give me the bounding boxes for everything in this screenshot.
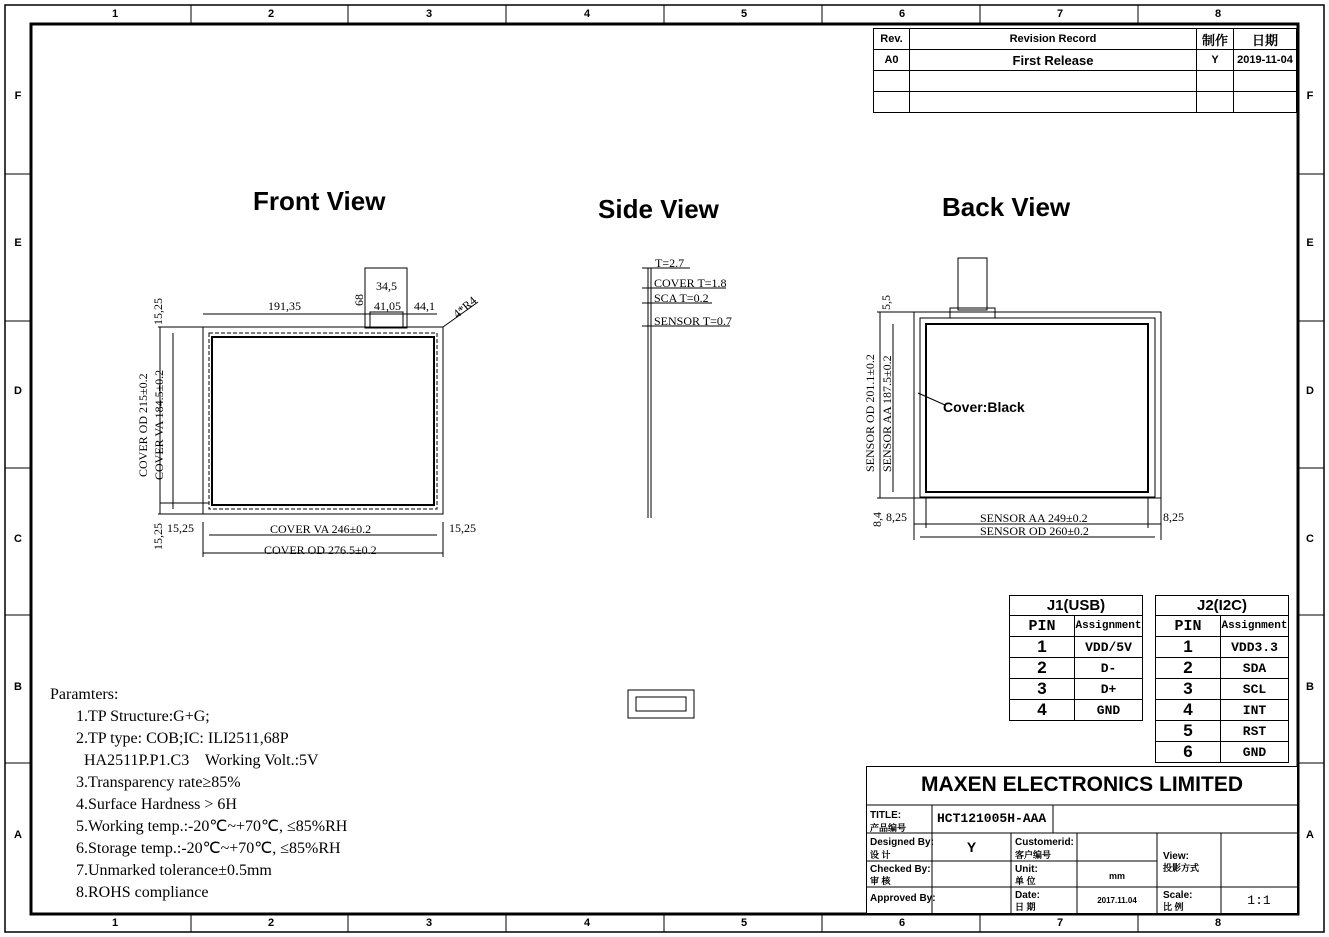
tb-part-number: HCT121005H-AAA [937, 811, 1047, 826]
rev-empty-cell [874, 92, 910, 113]
params-heading: Paramters: [50, 686, 119, 703]
tb-view-label: View: [1163, 851, 1189, 862]
rev-cell-rev: A0 [874, 50, 910, 71]
row-label-a: A [14, 829, 22, 841]
company-name: MAXEN ELECTRONICS LIMITED [920, 773, 1243, 796]
j2-signal: SDA [1221, 658, 1289, 679]
rev-empty-cell [1197, 71, 1234, 92]
rev-cell-by: Y [1197, 50, 1234, 71]
j1-pin: 1 [1010, 637, 1075, 658]
col-label-4-bottom: 4 [583, 917, 591, 929]
rev-header-rev: Rev. [874, 29, 910, 50]
front-dim-od-width: COVER OD 276.5±0.2 [264, 543, 377, 557]
side-dim-sensor: SENSOR T=0.7 [654, 314, 732, 328]
col-label-4: 4 [583, 8, 591, 20]
params-line: 2.TP type: COB;IC: ILI2511,68P [76, 730, 289, 747]
front-dim-top-width: 191,35 [268, 299, 301, 313]
rev-empty-cell [910, 71, 1197, 92]
j2-header-pin: PIN [1156, 616, 1221, 637]
rev-empty-cell [1234, 92, 1297, 113]
rev-header-by: 制作 [1197, 29, 1234, 50]
col-label-3: 3 [425, 8, 433, 20]
tb-title-label: TITLE: [870, 810, 902, 821]
front-dim-right-margin: 15,25 [449, 521, 476, 535]
back-cover-note: Cover:Black [943, 399, 1025, 415]
j1-signal: GND [1075, 700, 1143, 721]
params-line: 6.Storage temp.:-20℃~+70℃, ≤85%RH [76, 840, 341, 857]
tb-view-cn: 投影方式 [1163, 863, 1200, 873]
j2-signal: VDD3.3 [1221, 637, 1289, 658]
tb-date-value: 2017.11.04 [1097, 896, 1137, 905]
side-dim-cover: COVER T=1.8 [654, 276, 727, 290]
tb-date-label: Date: [1015, 890, 1041, 901]
front-dim-va-height: COVER VA 184.5±0.2 [152, 369, 166, 480]
params-line: 3.Transparency rate≥85% [76, 774, 241, 791]
col-label-6-bottom: 6 [898, 917, 906, 929]
tb-scale-label: Scale: [1163, 890, 1193, 901]
j2-pin: 4 [1156, 700, 1221, 721]
tb-checked-label: Checked By: [870, 864, 931, 875]
front-view-title: Front View [253, 186, 386, 216]
col-label-8-bottom: 8 [1214, 917, 1222, 929]
back-dim-right-offset: 8,25 [1163, 510, 1184, 524]
tb-designed-cn: 设 计 [870, 850, 891, 860]
tb-unit-cn: 单 位 [1015, 876, 1036, 886]
col-label-5: 5 [740, 8, 748, 20]
col-label-7: 7 [1056, 8, 1064, 20]
tb-customer-cn: 客户编号 [1015, 850, 1052, 860]
params-line: 8.ROHS compliance [76, 884, 209, 901]
back-dim-top-offset: 5,5 [879, 295, 893, 310]
back-dim-aa-height: SENSOR AA 187.5±0.2 [880, 355, 894, 472]
back-dim-left-offset: 8,25 [886, 510, 907, 524]
side-view-title: Side View [598, 194, 719, 224]
j2-signal: RST [1221, 721, 1289, 742]
j2-signal: SCL [1221, 679, 1289, 700]
rev-empty-cell [1234, 71, 1297, 92]
tb-designed-label: Designed By: [870, 837, 934, 848]
tb-title-cn: 产品编号 [870, 823, 907, 833]
j1-usb-table [1009, 595, 1143, 721]
j1-pin: 2 [1010, 658, 1075, 679]
row-label-e: E [14, 237, 22, 249]
front-dim-od-height: COVER OD 215±0.2 [136, 373, 150, 477]
row-label-c-right: C [1306, 533, 1314, 545]
row-label-b-right: B [1306, 681, 1314, 693]
j2-pin: 6 [1156, 742, 1221, 763]
front-dim-tab-width: 34,5 [376, 279, 397, 293]
tb-unit-value: mm [1108, 871, 1125, 881]
col-label-2: 2 [267, 8, 275, 20]
j1-header-pin: PIN [1010, 616, 1075, 637]
j1-signal: VDD/5V [1075, 637, 1143, 658]
tb-date-cn: 日 期 [1015, 902, 1036, 912]
j1-header-assignment: Assignment [1075, 616, 1143, 637]
params-line: 7.Unmarked tolerance±0.5mm [76, 862, 272, 879]
front-dim-bottom-margin: 15,25 [151, 523, 165, 550]
side-dim-total: T=2.7 [655, 256, 685, 270]
col-label-2-bottom: 2 [267, 917, 275, 929]
rev-cell-record: First Release [910, 50, 1197, 71]
row-label-b: B [14, 681, 22, 693]
rev-empty-cell [910, 92, 1197, 113]
j2-signal: GND [1221, 742, 1289, 763]
j1-title: J1(USB) [1010, 596, 1143, 616]
front-dim-left-margin: 15,25 [167, 521, 194, 535]
j1-signal: D+ [1075, 679, 1143, 700]
col-label-7-bottom: 7 [1056, 917, 1064, 929]
rev-cell-date: 2019-11-04 [1234, 50, 1297, 71]
row-label-f: F [14, 90, 22, 102]
j2-pin: 5 [1156, 721, 1221, 742]
j2-signal: INT [1221, 700, 1289, 721]
row-label-e-right: E [1306, 237, 1314, 249]
title-block [866, 766, 1298, 914]
j1-signal: D- [1075, 658, 1143, 679]
tb-customer-label: Customerid: [1015, 837, 1074, 848]
row-label-d: D [14, 385, 22, 397]
j2-i2c-table [1155, 595, 1289, 763]
side-dim-sca: SCA T=0.2 [654, 291, 709, 305]
j2-pin: 3 [1156, 679, 1221, 700]
params-line: 1.TP Structure:G+G; [76, 708, 210, 725]
j2-title: J2(I2C) [1156, 596, 1289, 616]
params-line: 5.Working temp.:-20℃~+70℃, ≤85%RH [76, 818, 348, 835]
tb-scale-cn: 比 例 [1163, 902, 1184, 912]
front-dim-va-width: COVER VA 246±0.2 [270, 522, 372, 536]
j2-pin: 2 [1156, 658, 1221, 679]
tb-unit-label: Unit: [1015, 864, 1038, 875]
j1-pin: 4 [1010, 700, 1075, 721]
rev-header-record: Revision Record [910, 29, 1197, 50]
tb-approved-label: Approved By: [870, 893, 936, 904]
side-view-drawing [628, 268, 730, 718]
col-label-5-bottom: 5 [740, 917, 748, 929]
back-dim-od-height: SENSOR OD 201.1±0.2 [863, 354, 877, 472]
rev-empty-cell [1197, 92, 1234, 113]
parameters-notes [50, 684, 347, 904]
rev-header-date: 日期 [1234, 29, 1297, 50]
row-label-a-right: A [1306, 829, 1314, 841]
back-dim-bottom-offset: 8,4 [870, 512, 884, 527]
col-label-3-bottom: 3 [425, 917, 433, 929]
row-label-c: C [14, 533, 22, 545]
tb-scale-value: 1:1 [1247, 893, 1271, 908]
front-dim-tab-height: 68 [352, 294, 366, 306]
col-label-1: 1 [111, 8, 119, 20]
revision-table [873, 28, 1297, 113]
front-dim-tab-offset: 41,05 [374, 299, 401, 313]
j1-pin: 3 [1010, 679, 1075, 700]
row-label-d-right: D [1306, 385, 1314, 397]
tb-designed-value: Y [966, 839, 977, 855]
back-dim-aa-width: SENSOR AA 249±0.2 [980, 511, 1088, 525]
col-label-8: 8 [1214, 8, 1222, 20]
j2-pin: 1 [1156, 637, 1221, 658]
front-dim-radius: 4*R4 [450, 293, 480, 321]
col-label-1-bottom: 1 [111, 917, 119, 929]
j2-header-assignment: Assignment [1221, 616, 1289, 637]
params-line: HA2511P.P1.C3 Working Volt.:5V [76, 752, 319, 769]
params-line: 4.Surface Hardness > 6H [76, 796, 237, 813]
back-view-title: Back View [942, 192, 1071, 222]
rev-empty-cell [874, 71, 910, 92]
row-label-f-right: F [1306, 90, 1314, 102]
front-dim-right-offset: 44,1 [414, 299, 435, 313]
col-label-6: 6 [898, 8, 906, 20]
tb-checked-cn: 审 核 [870, 876, 891, 886]
back-dim-od-width: SENSOR OD 260±0.2 [980, 524, 1089, 538]
front-dim-top-margin: 15,25 [151, 298, 165, 325]
